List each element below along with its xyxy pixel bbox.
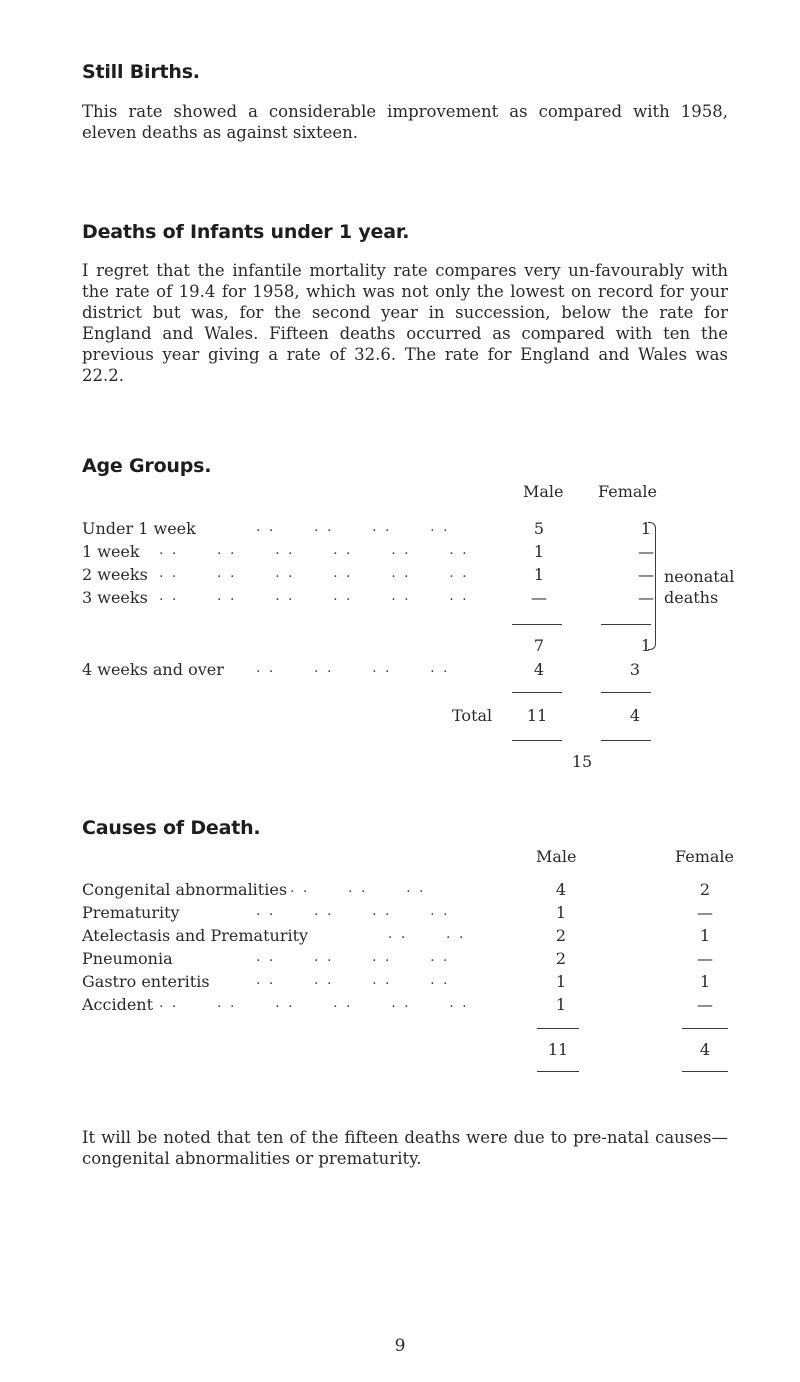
leader-dots: . . . . . . . . [256,972,450,988]
age-row-male: — [531,588,547,607]
age-row-female: — [638,542,654,561]
still-births-paragraph: This rate showed a considerable improvement as compared with 1958, eleven deaths as against sixteen. [82,102,728,142]
age-row-female: 1 [640,519,652,538]
cause-row-male: 1 [555,903,567,922]
age-row-male: 1 [533,542,545,561]
total-rule-female [601,692,651,693]
age-total-female: 4 [629,706,641,725]
leader-dots: . . . . . . . . [256,903,450,919]
cause-row-female: 1 [699,926,711,945]
leader-dots: . . . . . . . . [256,660,450,676]
age-row-male: 5 [533,519,545,538]
age-subtotal-male: 7 [533,636,545,655]
leader-dots: . . . . . . . . . . . . [159,588,469,604]
age-total-label: Total [452,706,493,725]
causes-bottom-rule-male [537,1071,579,1072]
causes-col-male-header: Male [536,847,577,866]
leader-dots: . . . . . . . . . . . . [159,565,469,581]
cause-row-label: Atelectasis and Prematurity [82,926,309,945]
age-row-label: 1 week [82,542,140,561]
leader-dots: . . . . . . . . [256,519,450,535]
cause-row-label: Pneumonia [82,949,173,968]
age-row-label-over: 4 weeks and over [82,660,224,679]
leader-dots: . . . . . . . . [256,949,450,965]
age-row-male: 1 [533,565,545,584]
grand-rule-male [512,740,562,741]
leader-dots: . . . . . . [290,880,426,896]
leader-dots: . . . . . . . . . . . . [159,995,469,1011]
age-row-label: 2 weeks [82,565,148,584]
cause-row-female: 2 [699,880,711,899]
conclusion-paragraph: It will be noted that ten of the fifteen deaths were due to pre-natal causes—congenital abnormalities or prematurity. [82,1128,728,1168]
age-subtotal-female: 1 [640,636,652,655]
still-births-heading: Still Births. [82,61,200,83]
neonatal-note-line1: neonatal [664,567,735,586]
subtotal-rule-male [512,624,562,625]
age-over-female: 3 [629,660,641,679]
age-groups-heading: Age Groups. [82,455,212,477]
cause-row-female: — [697,949,713,968]
age-row-label: 3 weeks [82,588,148,607]
total-rule-male [512,692,562,693]
causes-heading: Causes of Death. [82,817,261,839]
age-row-female: — [638,565,654,584]
cause-row-label: Accident [82,995,154,1014]
leader-dots: . . . . [388,926,466,942]
page-number: 9 [394,1336,406,1356]
infant-deaths-paragraph: I regret that the infantile mortality rate compares very un-favourably with the rate of 19.4 for 1958, which was not only the lowest on record for your district but was, for the second year in succession, below the rate for England and Wales. Fifteen deaths occurred as compared with ten the previous year giving a rate of 32.6. The rate for England and Wales was 22.2. [82,261,728,385]
age-row-female: — [638,588,654,607]
cause-row-label: Prematurity [82,903,180,922]
grand-rule-female [601,740,651,741]
age-over-male: 4 [533,660,545,679]
cause-row-female: — [697,903,713,922]
cause-row-male: 4 [555,880,567,899]
cause-row-male: 2 [555,949,567,968]
cause-row-male: 1 [555,995,567,1014]
causes-total-female: 4 [699,1040,711,1059]
age-total-male: 11 [526,706,548,725]
causes-total-male: 11 [547,1040,569,1059]
causes-total-rule-male [537,1028,579,1029]
age-row-label: Under 1 week [82,519,196,538]
infant-deaths-heading: Deaths of Infants under 1 year. [82,221,410,243]
age-col-female-header: Female [598,482,657,501]
cause-row-male: 1 [555,972,567,991]
neonatal-brace [648,522,656,650]
cause-row-male: 2 [555,926,567,945]
cause-row-label: Congenital abnormalities [82,880,288,899]
neonatal-note-line2: deaths [664,588,719,607]
causes-bottom-rule-female [682,1071,728,1072]
leader-dots: . . . . . . . . . . . . [159,542,469,558]
cause-row-label: Gastro enteritis [82,972,210,991]
age-grand-total: 15 [571,752,593,771]
causes-col-female-header: Female [675,847,734,866]
cause-row-female: — [697,995,713,1014]
subtotal-rule-female [601,624,651,625]
causes-total-rule-female [682,1028,728,1029]
cause-row-female: 1 [699,972,711,991]
age-col-male-header: Male [523,482,564,501]
